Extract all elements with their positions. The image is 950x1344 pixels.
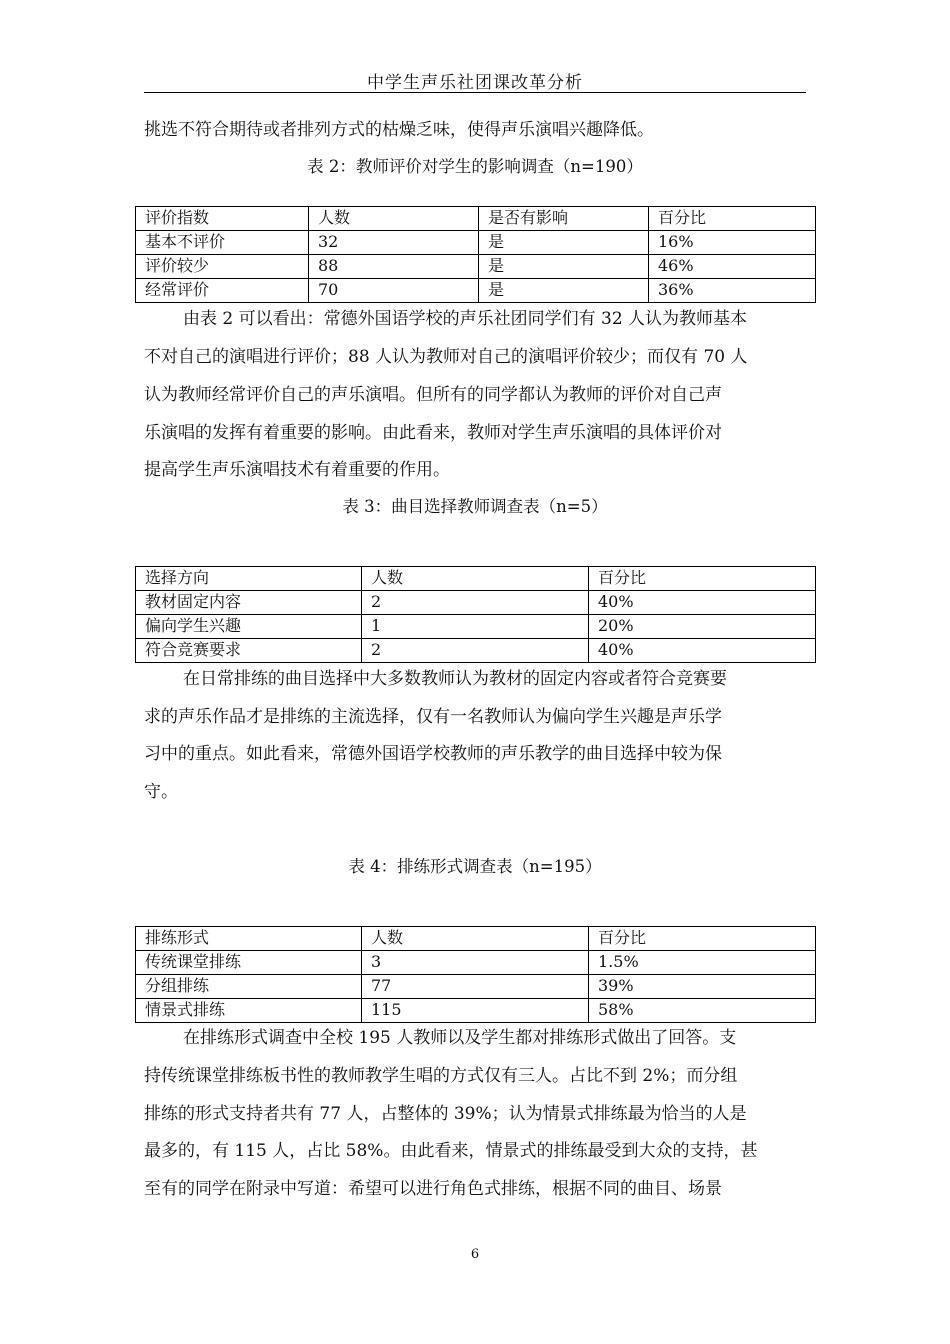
table-cell: 115 (362, 999, 589, 1023)
table-cell: 36% (649, 279, 816, 303)
table-3 (135, 566, 816, 663)
table-cell: 教材固定内容 (136, 591, 362, 615)
paragraph-line: 乐演唱的发挥有着重要的影响。由此看来，教师对学生声乐演唱的具体评价对 (144, 423, 722, 443)
table-header-cell: 百分比 (649, 207, 816, 231)
paragraph-line: 不对自己的演唱进行评价；88 人认为教师对自己的演唱评价较少；而仅有 70 人 (144, 347, 748, 367)
table-cell: 46% (649, 255, 816, 279)
table-cell: 58% (589, 999, 816, 1023)
table-cell: 77 (362, 975, 589, 999)
paragraph-line: 最多的，有 115 人，占比 58%。由此看来，情景式的排练最受到大众的支持，甚 (144, 1141, 758, 1161)
paragraph-line: 持传统课堂排练板书性的教师教学生唱的方式仅有三人。占比不到 2%；而分组 (144, 1066, 738, 1086)
table-cell: 1 (362, 615, 589, 639)
table-cell: 评价较少 (136, 255, 309, 279)
table-header-row (136, 207, 816, 231)
table-cell: 3 (362, 951, 589, 975)
table-header-cell: 百分比 (589, 927, 816, 951)
paragraph-line: 提高学生声乐演唱技术有着重要的作用。 (144, 460, 450, 480)
table-cell: 32 (309, 231, 479, 255)
table-4 (135, 926, 816, 1023)
table-row (136, 615, 816, 639)
paragraph-line: 在日常排练的曲目选择中大多数教师认为教材的固定内容或者符合竞赛要 (183, 669, 727, 689)
table-cell: 20% (589, 615, 816, 639)
table-header-row (136, 927, 816, 951)
table-row (136, 591, 816, 615)
table-header-cell: 百分比 (589, 567, 816, 591)
table-header-cell: 人数 (309, 207, 479, 231)
table-cell: 是 (479, 231, 649, 255)
paragraph-line: 由表 2 可以看出：常德外国语学校的声乐社团同学们有 32 人认为教师基本 (183, 309, 748, 329)
paragraph-line: 排练的形式支持者共有 77 人，占整体的 39%；认为情景式排练最为恰当的人是 (144, 1104, 747, 1124)
table-4-caption: 表 4：排练形式调查表（n=195） (348, 857, 602, 876)
table-3-caption: 表 3：曲目选择教师调查表（n=5） (342, 497, 608, 516)
table-2 (135, 206, 816, 303)
paragraph-line: 至有的同学在附录中写道：希望可以进行角色式排练，根据不同的曲目、场景 (144, 1179, 722, 1199)
table-header-cell: 选择方向 (136, 567, 362, 591)
header-rule (144, 92, 806, 93)
table-header-cell: 人数 (362, 567, 589, 591)
table-cell: 16% (649, 231, 816, 255)
table-cell: 是 (479, 279, 649, 303)
table-cell: 情景式排练 (136, 999, 362, 1023)
table-cell: 2 (362, 639, 589, 663)
paragraph-line: 习中的重点。如此看来，常德外国语学校教师的声乐教学的曲目选择中较为保 (144, 744, 722, 764)
table-header-cell: 排练形式 (136, 927, 362, 951)
table-cell: 1.5% (589, 951, 816, 975)
table-header-cell: 是否有影响 (479, 207, 649, 231)
table-cell: 88 (309, 255, 479, 279)
table-row (136, 999, 816, 1023)
page-number: 6 (470, 1247, 480, 1262)
table-cell: 符合竞赛要求 (136, 639, 362, 663)
table-row (136, 951, 816, 975)
table-cell: 是 (479, 255, 649, 279)
table-cell: 70 (309, 279, 479, 303)
table-row (136, 639, 816, 663)
paragraph-line: 挑选不符合期待或者排列方式的枯燥乏味，使得声乐演唱兴趣降低。 (144, 120, 654, 140)
table-header-row (136, 567, 816, 591)
table-cell: 2 (362, 591, 589, 615)
table-header-cell: 评价指数 (136, 207, 309, 231)
table-cell: 传统课堂排练 (136, 951, 362, 975)
table-cell: 40% (589, 639, 816, 663)
table-cell: 经常评价 (136, 279, 309, 303)
table-cell: 分组排练 (136, 975, 362, 999)
table-cell: 偏向学生兴趣 (136, 615, 362, 639)
paragraph-line: 求的声乐作品才是排练的主流选择，仅有一名教师认为偏向学生兴趣是声乐学 (144, 707, 722, 727)
table-cell: 基本不评价 (136, 231, 309, 255)
table-row (136, 975, 816, 999)
paragraph-line: 守。 (144, 782, 178, 802)
table-cell: 39% (589, 975, 816, 999)
table-row (136, 231, 816, 255)
paragraph-line: 在排练形式调查中全校 195 人教师以及学生都对排练形式做出了回答。支 (183, 1028, 737, 1048)
table-2-caption: 表 2：教师评价对学生的影响调查（n=190） (307, 157, 643, 176)
table-row (136, 255, 816, 279)
table-cell: 40% (589, 591, 816, 615)
paragraph-line: 认为教师经常评价自己的声乐演唱。但所有的同学都认为教师的评价对自己声 (144, 385, 722, 405)
table-header-cell: 人数 (362, 927, 589, 951)
running-header: 中学生声乐社团课改革分析 (367, 73, 583, 93)
table-row (136, 279, 816, 303)
